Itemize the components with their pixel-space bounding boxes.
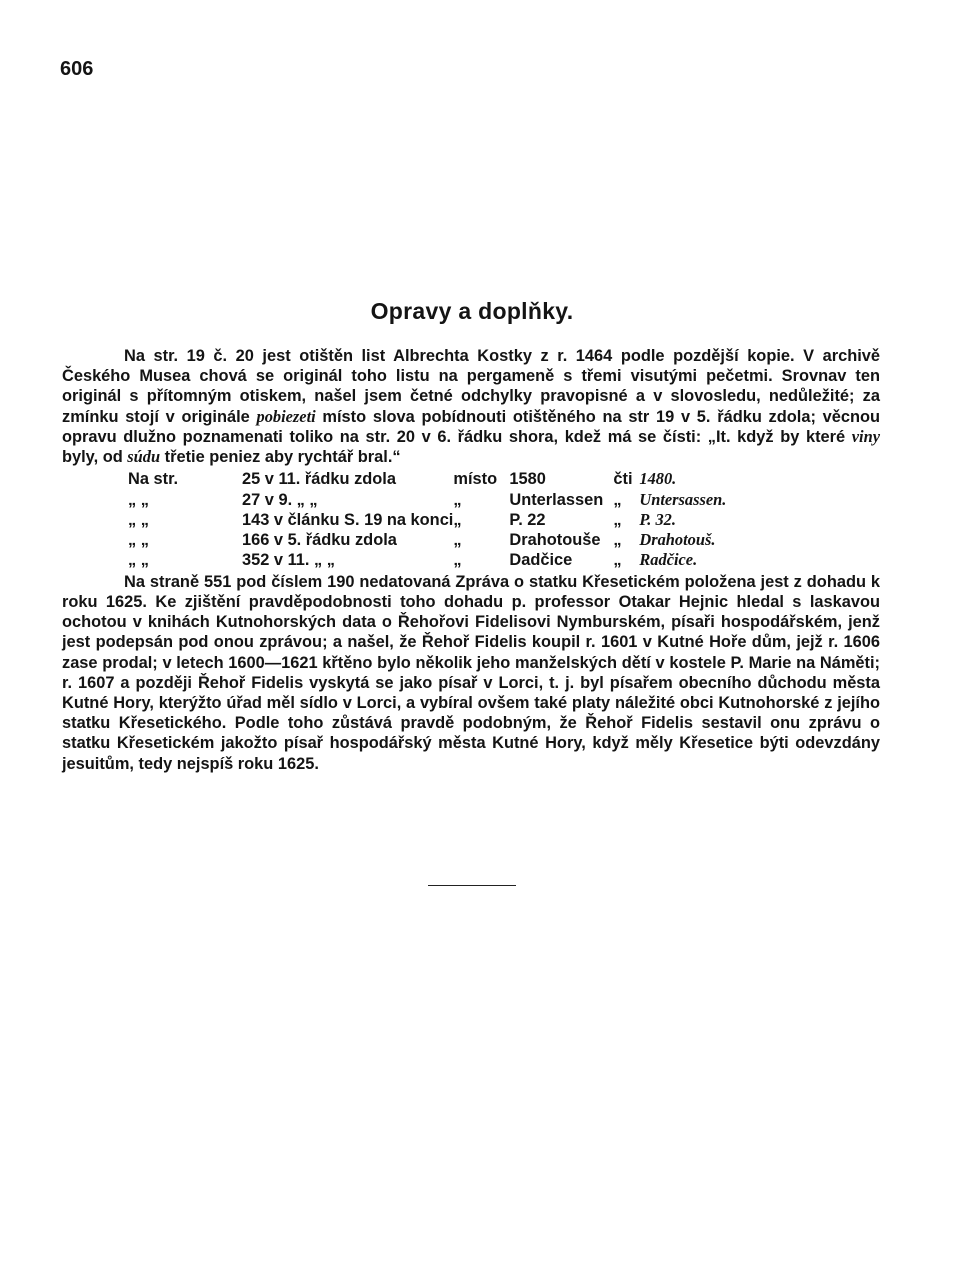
correction-page-ref: Na str. [128, 470, 179, 489]
correction-instead-word: místo [453, 470, 498, 489]
correction-row [128, 530, 726, 550]
section-title: Opravy a doplňky. [370, 298, 574, 324]
correction-read-word: „ [613, 531, 622, 550]
correction-line-ref: 27 v 9. „ „ [242, 490, 318, 509]
correction-line-ref: 25 v 11. řádku zdola [242, 470, 396, 489]
correction-row [128, 490, 726, 510]
intro-emphasis-pobiezeti: pobiezeti [256, 406, 316, 426]
correction-wrong-value: 1580 [509, 470, 546, 489]
intro-text-3: byly, od [62, 448, 128, 467]
correction-instead-word: „ [453, 551, 462, 570]
correction-instead-word: „ [453, 531, 462, 550]
correction-read-word: „ [613, 551, 622, 570]
correction-page-ref: „ „ [128, 551, 149, 570]
correction-right-value: Untersassen. [639, 489, 727, 509]
correction-instead-word: „ [453, 510, 462, 529]
correction-right-value: 1480. [639, 469, 677, 489]
correction-read-word: „ [613, 490, 622, 509]
page-content [62, 346, 880, 774]
correction-wrong-value: Unterlassen [509, 490, 604, 509]
correction-line-ref: 352 v 11. „ „ [242, 551, 335, 570]
correction-read-word: „ [613, 510, 622, 529]
correction-row [128, 510, 726, 530]
correction-right-value: P. 32. [639, 509, 676, 529]
correction-right-value: Radčice. [639, 550, 698, 570]
end-rule [428, 885, 516, 886]
correction-instead-word: „ [453, 490, 462, 509]
correction-page-ref: „ „ [128, 531, 149, 550]
intro-paragraph [62, 346, 880, 467]
correction-wrong-value: P. 22 [509, 510, 546, 529]
intro-text-2: místo slova pobídnouti otištěného na str 19 v 5. řádku zdola; věcnou opravu dlužno poznamenati toliko na str. 20 v 6. řádku shora, kdež má se čísti: „It. když by které [62, 407, 881, 446]
intro-emphasis-viny: viny [851, 426, 880, 446]
correction-page-ref: „ „ [128, 490, 149, 509]
intro-text-1: Na str. 19 č. 20 jest otištěn list Albrechta Kostky z r. 1464 podle pozdější kopie. V archivě Českého Musea chová se originál toho listu na pergameně s třemi visutými pečetmi. Srovnav ten originál s přítomným otiskem, našel jsem četné odchylky pravopisné a v slovosledu, nedůležité; za zmínku stojí v originále [62, 347, 880, 426]
correction-line-ref: 143 v článku S. 19 na konci [242, 510, 454, 529]
correction-page-ref: „ „ [128, 510, 149, 529]
intro-emphasis-sudu: súdu [127, 447, 161, 467]
correction-wrong-value: Dadčice [509, 551, 573, 570]
page-number: 606 [60, 58, 94, 80]
correction-wrong-value: Drahotouše [509, 531, 601, 550]
corrections-table [128, 469, 726, 570]
correction-row [128, 469, 726, 489]
intro-text-4: třetie peniez aby rychtář bral.“ [160, 448, 401, 467]
correction-right-value: Drahotouš. [639, 530, 716, 550]
correction-line-ref: 166 v 5. řádku zdola [242, 531, 397, 550]
correction-row [128, 550, 726, 570]
closing-paragraph: Na straně 551 pod číslem 190 nedatovaná Zpráva o statku Křesetickém položena jest z dohadu k roku 1625. Ke zjištění pravděpodobnosti toho dohadu p. professor Otakar Hejnic hledal s laskavou ochotou v knihách Kutnohorských data o Řehořovi Fidelisovi Nymburském, písaři hospodářském, jenž jest podepsán pod onou zprávou; a našel, že Řehoř Fidelis koupil r. 1601 v Kutné Hoře dům, jejž r. 1606 zase prodal; v letech 1600—1621 křtěno bylo několik jeho manželských dětí v kostele P. Marie na Náměti; r. 1607 a později Řehoř Fidelis vyskytá se jako písař v Lorci, t. j. byl písařem obecního důchodu města Kutné Hory, kterýžto úřad měl sídlo v Lorci, a vybíral ovšem také platy náležité obci Kutnohorské z jejího statku Křesetického. Podle toho zůstává pravdě podobným, že Řehoř Fidelis sestavil onu zprávu o statku Křesetickém jakožto písař hospodářský města Kutné Hory, když měly Křesetice býti odevzdány jesuitům, tedy nejspíš roku 1625. [62, 572, 880, 773]
correction-read-word: čti [613, 470, 633, 489]
